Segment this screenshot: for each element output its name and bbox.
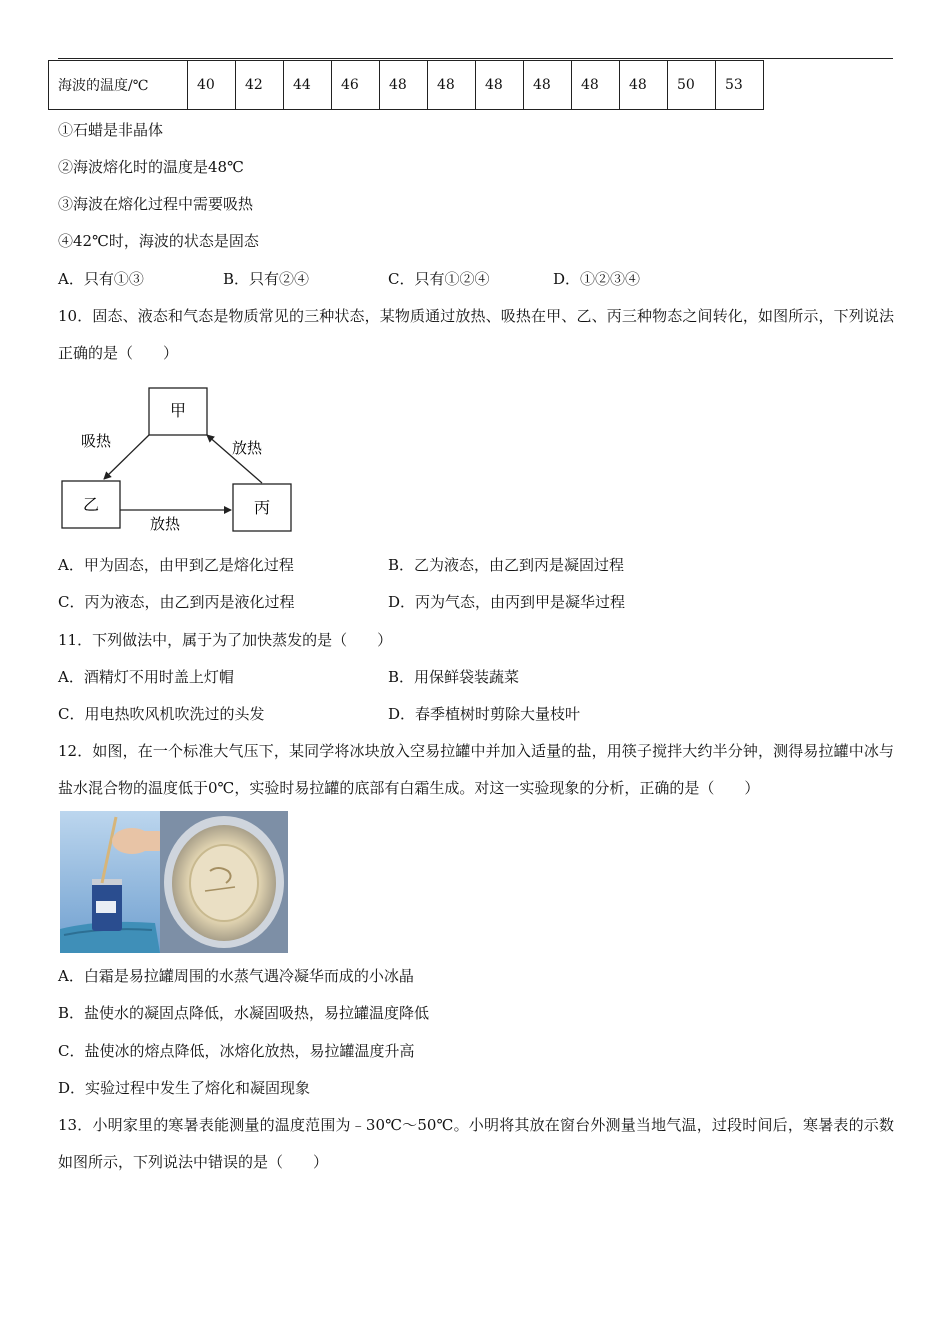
table-cell: 42 — [236, 61, 284, 110]
q11-stem: 11．下列做法中，属于为了加快蒸发的是（ ） — [58, 631, 393, 649]
box-yi-label: 乙 — [82, 495, 100, 514]
label-release-heat-bottom: 放热 — [150, 515, 181, 533]
q11-option-b[interactable]: B．用保鲜袋装蔬菜 — [388, 668, 520, 686]
table-cell: 50 — [668, 61, 716, 110]
table-cell: 48 — [524, 61, 572, 110]
q10-option-b[interactable]: B．乙为液态，由乙到丙是凝固过程 — [388, 556, 625, 574]
table-cell: 40 — [188, 61, 236, 110]
box-bing-label: 丙 — [253, 498, 271, 517]
q9-option-c[interactable]: C．只有①②④ — [388, 270, 490, 288]
q9-statement-3: ③海波在熔化过程中需要吸热 — [58, 195, 254, 213]
top-rule — [58, 58, 893, 59]
table-cell: 48 — [572, 61, 620, 110]
q12-stem: 12．如图，在一个标准大气压下，某同学将冰块放入空易拉罐中并加入适量的盐，用筷子搅拌大约半分钟，测得易拉罐中冰与盐水混合物的温度低于0℃，实验时易拉罐的底部有白霜生成。对这一实验现象的分析，正确的是（ ） — [58, 742, 894, 797]
q9-option-b[interactable]: B．只有②④ — [223, 270, 310, 288]
box-jia-label: 甲 — [169, 401, 187, 420]
q12-option-c[interactable]: C．盐使冰的熔点降低，冰熔化放热，易拉罐温度升高 — [58, 1042, 415, 1060]
table-cell: 48 — [620, 61, 668, 110]
q9-option-a[interactable]: A．只有①③ — [58, 270, 144, 288]
table-row — [49, 61, 764, 110]
q11-option-d[interactable]: D．春季植树时剪除大量枝叶 — [388, 705, 581, 723]
q9-option-d[interactable]: D．①②③④ — [553, 270, 641, 288]
state-transition-diagram — [58, 383, 298, 535]
q10-stem: 10．固态、液态和气态是物质常见的三种状态，某物质通过放热、吸热在甲、乙、丙三种物态之间转化，如图所示，下列说法正确的是（ ） — [58, 307, 894, 362]
table-cell: 53 — [716, 61, 764, 110]
table-cell: 48 — [476, 61, 524, 110]
q12-option-a[interactable]: A．白霜是易拉罐周围的水蒸气遇冷凝华而成的小冰晶 — [58, 967, 414, 985]
q10-option-a[interactable]: A．甲为固态，由甲到乙是熔化过程 — [58, 556, 294, 574]
table-cell: 48 — [380, 61, 428, 110]
temperature-table — [48, 60, 764, 110]
can-experiment-photo — [60, 811, 288, 953]
label-release-heat-right: 放热 — [232, 439, 263, 457]
q12-option-d[interactable]: D．实验过程中发生了熔化和凝固现象 — [58, 1079, 311, 1097]
q9-statement-2: ②海波熔化时的温度是48℃ — [58, 158, 244, 176]
q11-option-a[interactable]: A．酒精灯不用时盖上灯帽 — [58, 668, 234, 686]
label-absorb-heat: 吸热 — [81, 432, 112, 450]
table-cell: 44 — [284, 61, 332, 110]
q11-option-c[interactable]: C．用电热吹风机吹洗过的头发 — [58, 705, 265, 723]
q9-statement-4: ④42℃时，海波的状态是固态 — [58, 232, 259, 250]
q13-stem: 13．小明家里的寒暑表能测量的温度范围为﹣30℃～50℃。小明将其放在窗台外测量当地气温，过段时间后，寒暑表的示数如图所示，下列说法中错误的是（ ） — [58, 1116, 894, 1171]
q10-option-d[interactable]: D．丙为气态，由丙到甲是凝华过程 — [388, 593, 626, 611]
q12-option-b[interactable]: B．盐使水的凝固点降低，水凝固吸热，易拉罐温度降低 — [58, 1004, 430, 1022]
q10-option-c[interactable]: C．丙为液态，由乙到丙是液化过程 — [58, 593, 295, 611]
table-cell: 48 — [428, 61, 476, 110]
table-cell: 46 — [332, 61, 380, 110]
table-header-cell: 海波的温度/℃ — [49, 61, 188, 110]
q9-statement-1: ①石蜡是非晶体 — [58, 121, 164, 139]
